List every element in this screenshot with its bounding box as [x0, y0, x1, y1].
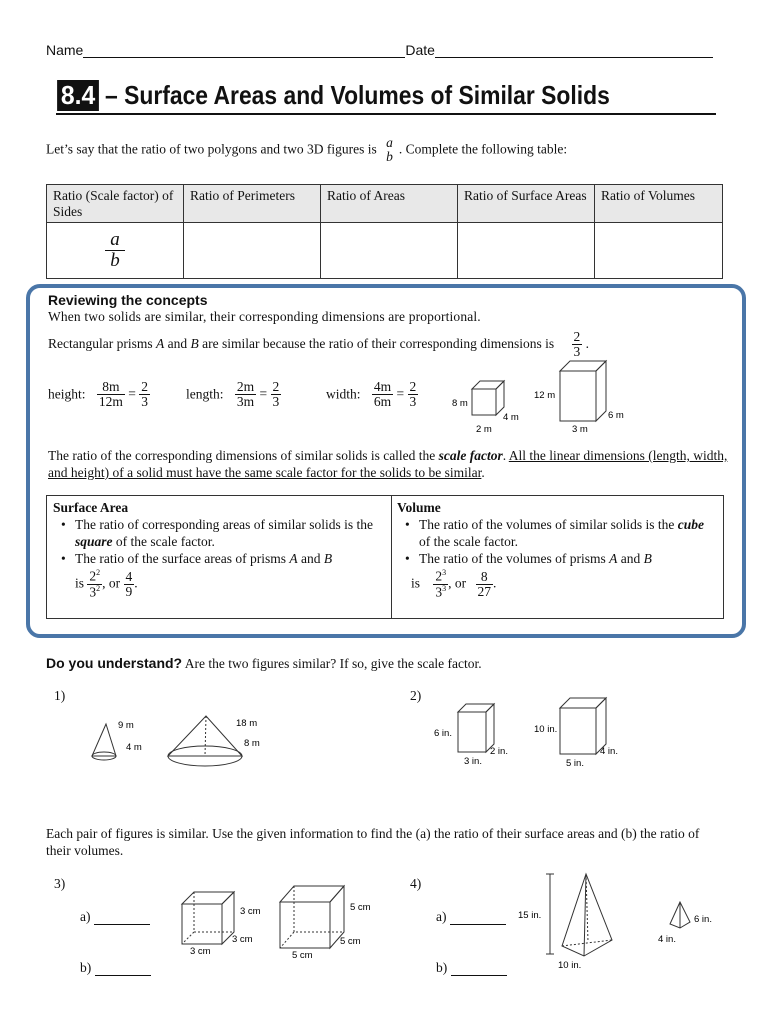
cube-large-width: 5 cm: [340, 936, 361, 947]
q4-answer-b: b): [436, 960, 507, 976]
q3-a-field[interactable]: [94, 910, 150, 925]
scale-factor-paragraph: The ratio of the corresponding dimensions of similar solids is called the scale factor. All the linear dimensions (length, width, and height) of a solid must have the same scale factor for the solids to be similar.: [48, 448, 728, 480]
q3-answer-b: b): [80, 960, 151, 976]
prism2-small-height: 6 in.: [434, 728, 452, 739]
cell-volumes-answer[interactable]: [595, 223, 723, 279]
col-areas: Ratio of Areas: [321, 185, 458, 223]
prisms-a-b-figure: [446, 356, 646, 438]
intro-text: Let’s say that the ratio of two polygons and two 3D figures is a b . Complete the following table:: [46, 135, 568, 165]
col-volumes: Ratio of Volumes: [595, 185, 723, 223]
cube-large-height: 5 cm: [350, 902, 371, 913]
understand-heading: Do you understand? Are the two figures similar? If so, give the scale factor.: [46, 655, 482, 671]
date-label: Date: [405, 42, 435, 58]
pyramids-figure: [514, 870, 734, 974]
cone-large-slant: 18 m: [236, 718, 258, 729]
pyramid-small-base: 4 in.: [658, 934, 676, 945]
cube-small-width: 3 cm: [232, 934, 253, 945]
review-line1: When two solids are similar, their corresponding dimensions are proportional.: [48, 309, 481, 324]
cone-small-slant: 9 m: [118, 720, 134, 731]
cube-large-length: 5 cm: [292, 950, 313, 960]
prisms-q2-figure: [432, 696, 632, 772]
question-3-label: 3): [54, 876, 66, 891]
cones-figure: [86, 710, 276, 776]
section-number: 8.4: [57, 80, 99, 111]
date-field[interactable]: [435, 43, 713, 58]
name-label: Name: [46, 42, 84, 58]
length-ratio: length: $\frac{2m}{3m}$ = $\frac{2}{3}$: [186, 379, 280, 410]
ratio-table: [46, 184, 723, 279]
cone-small-radius: 4 m: [126, 742, 142, 753]
prism-b-width: 6 m: [608, 410, 624, 421]
height-ratio: height: $\frac{8m}{12m}$ = $\frac{2}{3}$: [48, 379, 149, 410]
cell-areas-answer[interactable]: [321, 223, 458, 279]
prism-a-length: 2 m: [476, 424, 492, 435]
prism2-small-length: 3 in.: [464, 756, 482, 767]
prism-a-height: 8 m: [452, 398, 468, 409]
pyramid-large-height: 15 in.: [518, 910, 542, 921]
name-field[interactable]: [83, 43, 405, 58]
prism-a-width: 4 m: [503, 412, 519, 423]
prism-b-height: 12 m: [534, 390, 556, 401]
sa-volume-table: [46, 495, 724, 619]
review-line2: Rectangular prisms A and B are similar because the ratio of their corresponding dimensions is $\frac{2}{3}$ .: [48, 329, 590, 360]
q3-b-field[interactable]: [95, 961, 151, 976]
q4-a-field[interactable]: [450, 910, 506, 925]
cell-surface-areas-answer[interactable]: [458, 223, 595, 279]
prism2-large-length: 5 in.: [566, 758, 584, 769]
question-4-label: 4): [410, 876, 422, 891]
cell-perimeters-answer[interactable]: [184, 223, 321, 279]
width-ratio: width: $\frac{4m}{6m}$ = $\frac{2}{3}$: [326, 379, 417, 410]
prism-b-length: 3 m: [572, 424, 588, 435]
cone-large-radius: 8 m: [244, 738, 260, 749]
q4-b-field[interactable]: [451, 961, 507, 976]
cube-small-height: 3 cm: [240, 906, 261, 917]
cube-small-length: 3 cm: [190, 946, 211, 957]
prism2-small-width: 2 in.: [490, 746, 508, 757]
question-1-label: 1): [54, 688, 66, 703]
col-sides: Ratio (Scale factor) of Sides: [47, 185, 184, 223]
review-heading: Reviewing the concepts: [48, 292, 208, 308]
surface-area-col: Surface Area • The ratio of corresponding areas of similar solids is the square of the scale factor. • The ratio of the surface areas of prisms A and B is $\frac{2^2}{3^2}$ , or $\frac{4}{9}$ .: [53, 499, 387, 599]
col-surface-areas: Ratio of Surface Areas: [458, 185, 595, 223]
ratio-ab: a b: [386, 135, 393, 165]
cubes-figure: [176, 880, 386, 960]
q3-answer-a: a): [80, 909, 150, 925]
pairs-instructions: Each pair of figures is similar. Use the given information to find the (a) the ratio of their surface areas and (b) the ratio of their volumes.: [46, 826, 700, 858]
name-date-line: [46, 42, 713, 58]
pyramid-small-height: 6 in.: [694, 914, 712, 925]
title-text: – Surface Areas and Volumes of Similar Solids: [104, 80, 610, 110]
q4-answer-a: a): [436, 909, 506, 925]
prism2-large-height: 10 in.: [534, 724, 558, 735]
volume-col: Volume • The ratio of the volumes of similar solids is the cube of the scale factor. • The ratio of the volumes of prisms A and B is $\frac{2^3}{3^3}$ , or $\frac{8}{27}$ .: [397, 499, 717, 599]
cell-ab: $\frac{a}{b}$: [47, 223, 184, 279]
prism2-large-width: 4 in.: [600, 746, 618, 757]
col-perimeters: Ratio of Perimeters: [184, 185, 321, 223]
question-2-label: 2): [410, 688, 422, 703]
page-title: [56, 80, 716, 115]
pyramid-large-base: 10 in.: [558, 960, 582, 971]
